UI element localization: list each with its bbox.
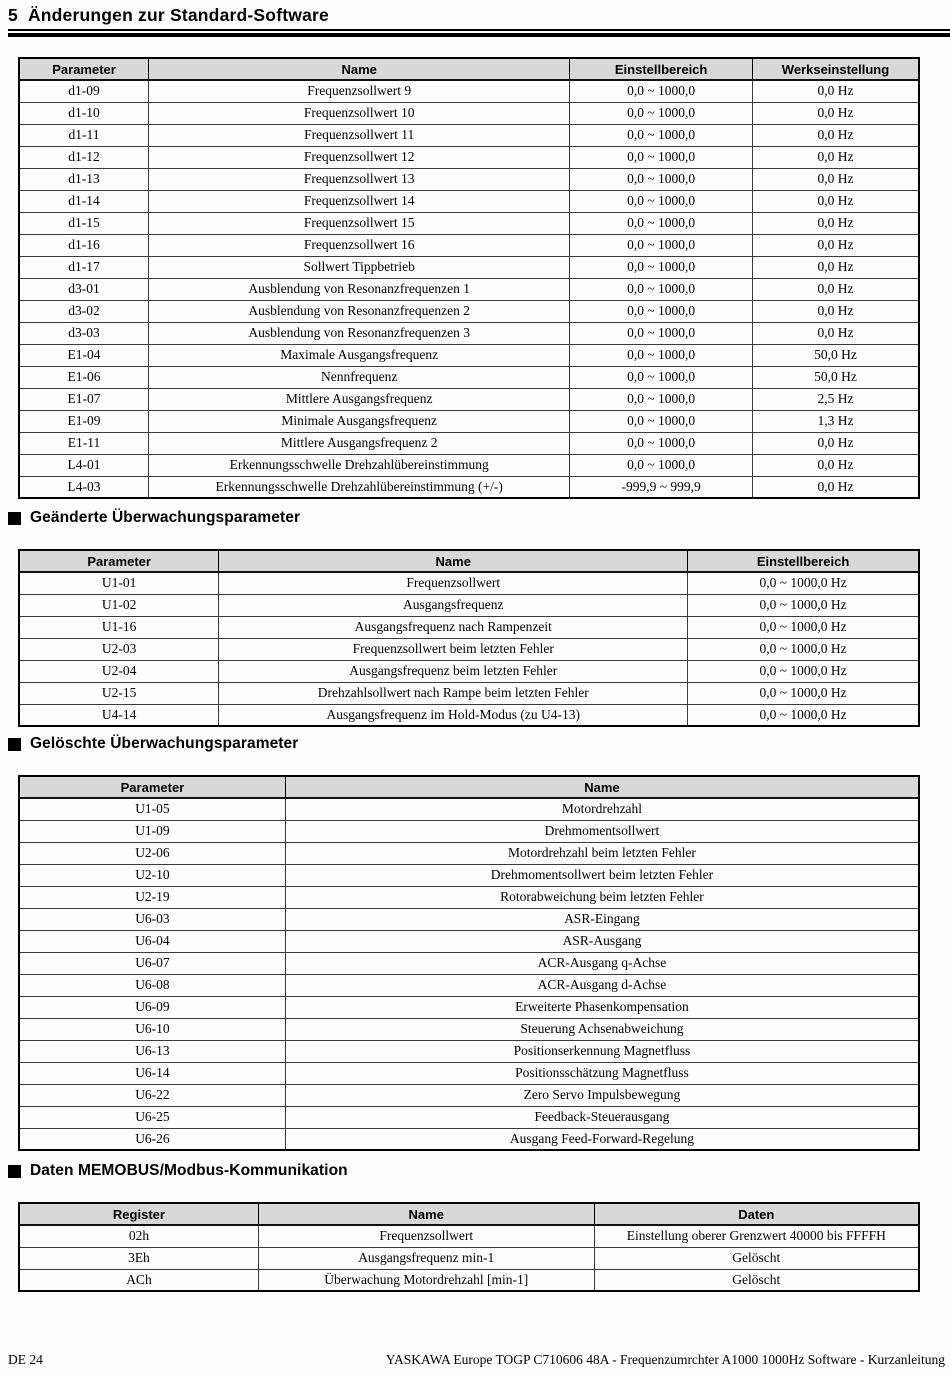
table-row	[19, 278, 919, 300]
table-cell: Erkennungsschwelle Drehzahlübereinstimmung	[149, 454, 570, 476]
table-row	[19, 234, 919, 256]
table-row	[19, 930, 919, 952]
table-row	[19, 798, 919, 820]
table-cell: E1-07	[19, 388, 149, 410]
table-cell: Frequenzsollwert 15	[149, 212, 570, 234]
section-heading-geaenderte-ueberwachungsparameter	[8, 509, 950, 527]
table-cell: E1-06	[19, 366, 149, 388]
table-cell: Feedback-Steuerausgang	[285, 1106, 919, 1128]
table-cell: d1-09	[19, 80, 149, 102]
table-cell: Frequenzsollwert	[258, 1225, 594, 1247]
table-cell: 0,0 Hz	[752, 432, 919, 454]
table-cell: 0,0 Hz	[752, 278, 919, 300]
table-row	[19, 908, 919, 930]
table-cell: Drehmomentsollwert	[285, 820, 919, 842]
table-cell: Motordrehzahl	[285, 798, 919, 820]
page-header	[8, 5, 950, 37]
footer-page-number: DE 24	[8, 1352, 43, 1367]
table-row	[19, 432, 919, 454]
section-heading-label: Geänderte Überwachungsparameter	[30, 509, 301, 526]
table-cell: 0,0 Hz	[752, 146, 919, 168]
table-cell: d1-14	[19, 190, 149, 212]
table-cell: ASR-Eingang	[285, 908, 919, 930]
table-row	[19, 1247, 919, 1269]
table-cell: d1-15	[19, 212, 149, 234]
memobus-modbus-daten-table	[18, 1202, 920, 1292]
table-cell: 0,0 ~ 1000,0 Hz	[688, 704, 919, 726]
table-cell: L4-01	[19, 454, 149, 476]
table-cell: 0,0 ~ 1000,0	[570, 146, 753, 168]
table-cell: Gelöscht	[594, 1247, 919, 1269]
section-heading-geloeschte-ueberwachungsparameter	[8, 735, 950, 753]
table-cell: 0,0 ~ 1000,0	[570, 168, 753, 190]
square-bullet-icon	[8, 738, 21, 751]
table-cell: 1,3 Hz	[752, 410, 919, 432]
table-cell: 0,0 Hz	[752, 322, 919, 344]
section-heading-label: Gelöschte Überwachungsparameter	[30, 735, 299, 752]
table-row	[19, 842, 919, 864]
header-row	[19, 550, 919, 572]
table-row	[19, 820, 919, 842]
table-cell: 0,0 ~ 1000,0 Hz	[688, 572, 919, 594]
column-header: Name	[219, 550, 688, 572]
table-cell: d1-13	[19, 168, 149, 190]
table-cell: 02h	[19, 1225, 258, 1247]
table-row	[19, 1084, 919, 1106]
table-cell: Ausgangsfrequenz im Hold-Modus (zu U4-13)	[219, 704, 688, 726]
table-cell: 2,5 Hz	[752, 388, 919, 410]
table-row	[19, 1018, 919, 1040]
section-heading-memobus-modbus	[8, 1162, 950, 1180]
table-cell: 0,0 Hz	[752, 256, 919, 278]
geaenderte-ueberwachungsparameter-table	[18, 549, 920, 727]
table-cell: E1-11	[19, 432, 149, 454]
header-row	[19, 776, 919, 798]
table-cell: Ausgangsfrequenz	[219, 594, 688, 616]
table-row	[19, 1225, 919, 1247]
column-header: Parameter	[19, 550, 219, 572]
table-cell: U2-10	[19, 864, 285, 886]
table-cell: d1-10	[19, 102, 149, 124]
standard-software-parameter-table	[18, 57, 920, 499]
table-cell: 0,0 Hz	[752, 234, 919, 256]
table-cell: E1-04	[19, 344, 149, 366]
table-cell: Steuerung Achsenabweichung	[285, 1018, 919, 1040]
table-cell: Motordrehzahl beim letzten Fehler	[285, 842, 919, 864]
table-cell: U6-25	[19, 1106, 285, 1128]
table-row	[19, 124, 919, 146]
table-cell: Einstellung oberer Grenzwert 40000 bis FFFFH	[594, 1225, 919, 1247]
table-cell: d3-01	[19, 278, 149, 300]
table-cell: 0,0 Hz	[752, 190, 919, 212]
table-cell: U2-15	[19, 682, 219, 704]
table-cell: 0,0 Hz	[752, 124, 919, 146]
table-cell: U1-05	[19, 798, 285, 820]
table-cell: U2-03	[19, 638, 219, 660]
table-cell: d3-02	[19, 300, 149, 322]
table-cell: Frequenzsollwert 9	[149, 80, 570, 102]
table-cell: 0,0 ~ 1000,0	[570, 124, 753, 146]
table-cell: 0,0 ~ 1000,0	[570, 388, 753, 410]
table-cell: Ausgangsfrequenz beim letzten Fehler	[219, 660, 688, 682]
table-row	[19, 168, 919, 190]
table-cell: 0,0 ~ 1000,0	[570, 212, 753, 234]
page-footer	[8, 1352, 945, 1368]
table-cell: U6-08	[19, 974, 285, 996]
table-cell: 0,0 ~ 1000,0	[570, 234, 753, 256]
column-header: Name	[285, 776, 919, 798]
column-header: Register	[19, 1203, 258, 1225]
table-row	[19, 1269, 919, 1291]
table-cell: Frequenzsollwert 12	[149, 146, 570, 168]
table-cell: 0,0 ~ 1000,0 Hz	[688, 660, 919, 682]
table-cell: U1-09	[19, 820, 285, 842]
table-row	[19, 996, 919, 1018]
table-cell: 0,0 ~ 1000,0 Hz	[688, 616, 919, 638]
table-cell: Erweiterte Phasenkompensation	[285, 996, 919, 1018]
table-row	[19, 300, 919, 322]
table-cell: 0,0 ~ 1000,0 Hz	[688, 682, 919, 704]
column-header: Werkseinstellung	[752, 58, 919, 80]
table-cell: 0,0 ~ 1000,0	[570, 190, 753, 212]
table-row	[19, 886, 919, 908]
table-cell: L4-03	[19, 476, 149, 498]
header-row	[19, 1203, 919, 1225]
table-row	[19, 682, 919, 704]
table-row	[19, 256, 919, 278]
table-cell: d1-17	[19, 256, 149, 278]
table-cell: 0,0 Hz	[752, 476, 919, 498]
table-row	[19, 1128, 919, 1150]
table-row	[19, 616, 919, 638]
table-row	[19, 864, 919, 886]
table-row	[19, 1062, 919, 1084]
table-row	[19, 454, 919, 476]
table-cell: Frequenzsollwert 11	[149, 124, 570, 146]
table-row	[19, 974, 919, 996]
table-cell: ASR-Ausgang	[285, 930, 919, 952]
table-cell: 50,0 Hz	[752, 344, 919, 366]
table-cell: U2-19	[19, 886, 285, 908]
table-cell: Frequenzsollwert 10	[149, 102, 570, 124]
table-row	[19, 388, 919, 410]
table-cell: U1-02	[19, 594, 219, 616]
footer-document-title: YASKAWA Europe TOGP C710606 48A - Frequenzumrchter A1000 1000Hz Software - Kurzanleitung	[385, 1352, 945, 1367]
table-row	[19, 212, 919, 234]
table-cell: Zero Servo Impulsbewegung	[285, 1084, 919, 1106]
table-cell: d1-16	[19, 234, 149, 256]
table-cell: d3-03	[19, 322, 149, 344]
column-header: Parameter	[19, 58, 149, 80]
column-header: Daten	[594, 1203, 919, 1225]
table-cell: 0,0 ~ 1000,0	[570, 322, 753, 344]
table-cell: 0,0 ~ 1000,0	[570, 300, 753, 322]
table-cell: 0,0 ~ 1000,0	[570, 256, 753, 278]
table-cell: 0,0 Hz	[752, 454, 919, 476]
chapter-number: 5	[8, 5, 18, 25]
table-cell: U6-10	[19, 1018, 285, 1040]
table-cell: Ausgangsfrequenz nach Rampenzeit	[219, 616, 688, 638]
table-cell: Mittlere Ausgangsfrequenz 2	[149, 432, 570, 454]
table-cell: 0,0 Hz	[752, 168, 919, 190]
table-cell: Ausblendung von Resonanzfrequenzen 1	[149, 278, 570, 300]
table-row	[19, 476, 919, 498]
table-cell: Erkennungsschwelle Drehzahlübereinstimmung (+/-)	[149, 476, 570, 498]
table-row	[19, 366, 919, 388]
table-cell: 0,0 ~ 1000,0	[570, 454, 753, 476]
chapter-title: Änderungen zur Standard-Software	[27, 5, 329, 25]
table-cell: U2-04	[19, 660, 219, 682]
table-cell: Maximale Ausgangsfrequenz	[149, 344, 570, 366]
table-cell: Frequenzsollwert	[219, 572, 688, 594]
table-cell: 0,0 Hz	[752, 102, 919, 124]
table-row	[19, 102, 919, 124]
table-cell: U6-04	[19, 930, 285, 952]
table-cell: 0,0 ~ 1000,0 Hz	[688, 594, 919, 616]
table-cell: 0,0 ~ 1000,0	[570, 278, 753, 300]
table-cell: ACh	[19, 1269, 258, 1291]
table-cell: Sollwert Tippbetrieb	[149, 256, 570, 278]
table-row	[19, 1040, 919, 1062]
table-cell: 0,0 ~ 1000,0 Hz	[688, 638, 919, 660]
column-header: Einstellbereich	[688, 550, 919, 572]
table-cell: ACR-Ausgang d-Achse	[285, 974, 919, 996]
table-cell: 3Eh	[19, 1247, 258, 1269]
table-row	[19, 594, 919, 616]
table-cell: Überwachung Motordrehzahl [min-1]	[258, 1269, 594, 1291]
column-header: Einstellbereich	[570, 58, 753, 80]
table-row	[19, 344, 919, 366]
table-cell: Positionserkennung Magnetfluss	[285, 1040, 919, 1062]
geloeschte-ueberwachungsparameter-table	[18, 775, 920, 1151]
table-cell: Mittlere Ausgangsfrequenz	[149, 388, 570, 410]
table-cell: U1-01	[19, 572, 219, 594]
table-row	[19, 146, 919, 168]
table-cell: Ausblendung von Resonanzfrequenzen 2	[149, 300, 570, 322]
table-row	[19, 638, 919, 660]
table-cell: ACR-Ausgang q-Achse	[285, 952, 919, 974]
table-row	[19, 704, 919, 726]
table-cell: U6-03	[19, 908, 285, 930]
table-cell: Drehmomentsollwert beim letzten Fehler	[285, 864, 919, 886]
table-cell: Positionsschätzung Magnetfluss	[285, 1062, 919, 1084]
table-cell: Frequenzsollwert 16	[149, 234, 570, 256]
table-cell: 0,0 Hz	[752, 212, 919, 234]
column-header: Name	[258, 1203, 594, 1225]
table-row	[19, 410, 919, 432]
table-cell: 0,0 Hz	[752, 80, 919, 102]
table-cell: U6-14	[19, 1062, 285, 1084]
table-cell: d1-11	[19, 124, 149, 146]
table-cell: 0,0 Hz	[752, 300, 919, 322]
table-cell: U4-14	[19, 704, 219, 726]
square-bullet-icon	[8, 1165, 21, 1178]
table-cell: U1-16	[19, 616, 219, 638]
table-row	[19, 952, 919, 974]
table-cell: -999,9 ~ 999,9	[570, 476, 753, 498]
table-cell: 0,0 ~ 1000,0	[570, 102, 753, 124]
table-row	[19, 190, 919, 212]
table-cell: Ausgangsfrequenz min-1	[258, 1247, 594, 1269]
table-cell: 50,0 Hz	[752, 366, 919, 388]
table-cell: 0,0 ~ 1000,0	[570, 410, 753, 432]
table-row	[19, 660, 919, 682]
table-cell: Gelöscht	[594, 1269, 919, 1291]
table-row	[19, 322, 919, 344]
table-cell: E1-09	[19, 410, 149, 432]
title-rule	[8, 33, 950, 37]
page-title	[8, 5, 950, 31]
table-cell: U6-09	[19, 996, 285, 1018]
table-cell: U6-13	[19, 1040, 285, 1062]
table-cell: Frequenzsollwert 13	[149, 168, 570, 190]
table-cell: 0,0 ~ 1000,0	[570, 432, 753, 454]
table-row	[19, 80, 919, 102]
table-cell: 0,0 ~ 1000,0	[570, 366, 753, 388]
table-cell: Rotorabweichung beim letzten Fehler	[285, 886, 919, 908]
table-cell: U2-06	[19, 842, 285, 864]
table-cell: Frequenzsollwert beim letzten Fehler	[219, 638, 688, 660]
table-cell: U6-07	[19, 952, 285, 974]
column-header: Name	[149, 58, 570, 80]
table-cell: U6-22	[19, 1084, 285, 1106]
square-bullet-icon	[8, 512, 21, 525]
table-cell: Frequenzsollwert 14	[149, 190, 570, 212]
table-row	[19, 572, 919, 594]
table-cell: Ausgang Feed-Forward-Regelung	[285, 1128, 919, 1150]
header-row	[19, 58, 919, 80]
section-heading-label: Daten MEMOBUS/Modbus-Kommunikation	[30, 1162, 348, 1179]
table-row	[19, 1106, 919, 1128]
table-cell: Nennfrequenz	[149, 366, 570, 388]
table-cell: U6-26	[19, 1128, 285, 1150]
column-header: Parameter	[19, 776, 285, 798]
table-cell: 0,0 ~ 1000,0	[570, 80, 753, 102]
table-cell: Minimale Ausgangsfrequenz	[149, 410, 570, 432]
table-cell: Ausblendung von Resonanzfrequenzen 3	[149, 322, 570, 344]
table-cell: 0,0 ~ 1000,0	[570, 344, 753, 366]
table-cell: d1-12	[19, 146, 149, 168]
table-cell: Drehzahlsollwert nach Rampe beim letzten Fehler	[219, 682, 688, 704]
